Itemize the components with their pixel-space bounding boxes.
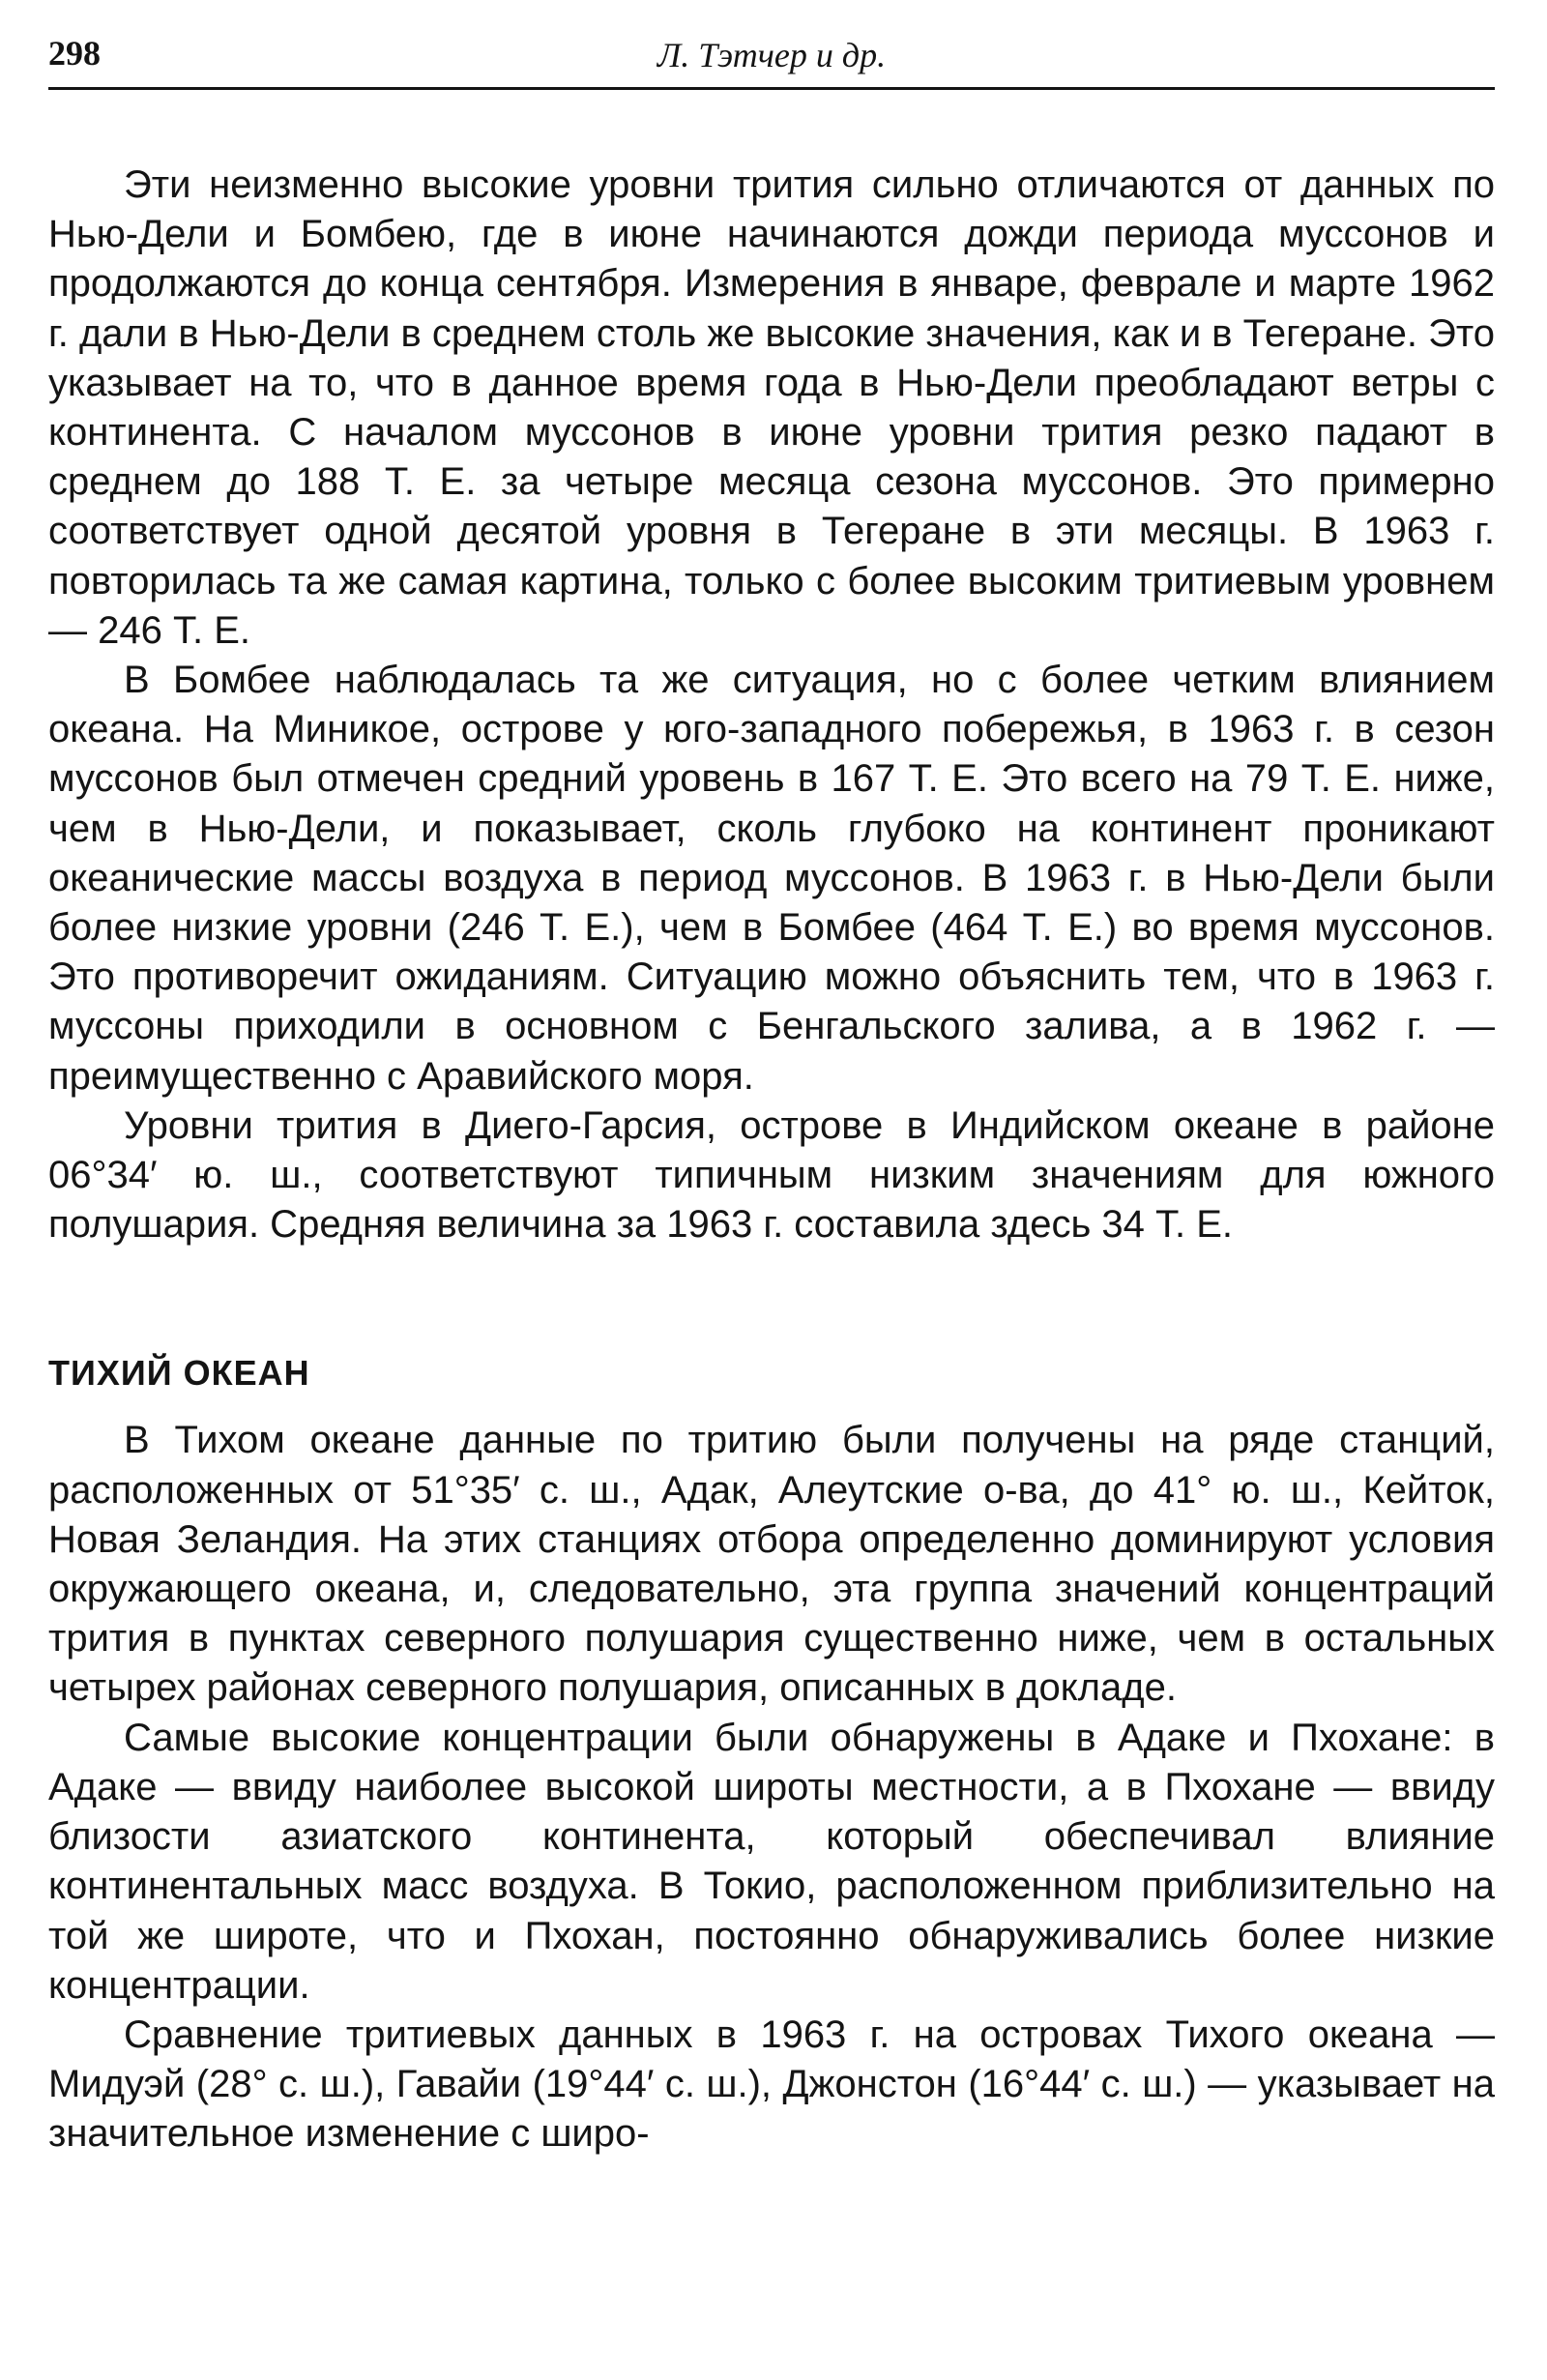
- paragraph-pacific-islands: Сравнение тритиевых данных в 1963 г. на островах Тихого океана — Мидуэй (28° с. ш.), Гавайи (19°44′ с. ш.), Джонстон (16°44′ с. ш.) — указывает на значительное изменение с широ-: [48, 2013, 1495, 2156]
- paragraph-bombay-minicoy: В Бомбее наблюдалась та же ситуация, но с более четким влиянием океана. На Миникое, острове у юго-западного побережья, в 1963 г. в сезон муссонов был отмечен средний уровень в 167 Т. Е. Это всего на 79 Т. Е. ниже, чем в Нью-Дели, и показывает, сколь глубоко на континент проникают океанические массы воздуха в период муссонов. В 1963 г. в Нью-Дели были более низкие уровни (246 Т. Е.), чем в Бомбее (464 Т. Е.) во время муссонов. Это противоречит ожиданиям. Ситуацию можно объяснить тем, что в 1963 г. муссоны приходили в основном с Бенгальского залива, а в 1962 г. — преимущественно с Аравийского моря.: [48, 659, 1495, 1098]
- paragraph-tritium-new-delhi: Эти неизменно высокие уровни трития сильно отличаются от данных по Нью-Дели и Бомбею, где в июне начинаются дожди периода муссонов и продолжаются до конца сентября. Измерения в январе, феврале и марте 1962 г. дали в Нью-Дели в среднем столь же высокие значения, как и в Тегеране. Это указывает на то, что в данное время года в Нью-Дели преобладают ветры с континента. С началом муссонов в июне уровни трития резко падают в среднем до 188 Т. Е. за четыре месяца сезона муссонов. Это примерно соответствует одной десятой уровня в Тегеране в эти месяцы. В 1963 г. повторилась та же самая картина, только с более высоким тритиевым уровнем — 246 Т. Е.: [48, 163, 1495, 652]
- section-heading-pacific: ТИХИЙ ОКЕАН: [48, 1353, 310, 1394]
- paragraph-pacific-stations: В Тихом океане данные по тритию были получены на ряде станций, расположенных от 51°35′ с. ш., Адак, Алеутские о-ва, до 41° ю. ш., Кейток, Новая Зеландия. На этих станциях отбора определенно доминируют условия окружающего океана, и, следовательно, эта группа значений концентраций трития в пунктах северного полушария существенно ниже, чем в остальных четырех районах северного полушария, описанных в докладе.: [48, 1419, 1495, 1710]
- body-text: [48, 161, 1495, 2160]
- paragraph-adak-pohang: Самые высокие концентрации были обнаружены в Адаке и Пхохане: в Адаке — ввиду наиболее высокой широты местности, а в Пхохане — ввиду близости азиатского континента, который обеспечивал влияние континентальных масс воздуха. В Токио, расположенном приблизительно на той же широте, что и Пхохан, постоянно обнаруживались более низкие концентрации.: [48, 1716, 1495, 2007]
- header-rule: [48, 87, 1495, 90]
- paragraph-diego-garcia: Уровни трития в Диего-Гарсия, острове в Индийском океане в районе 06°34′ ю. ш., соответствуют типичным низким значениям для южного полушария. Средняя величина за 1963 г. составила здесь 34 Т. Е.: [48, 1103, 1495, 1247]
- book-page: [48, 27, 1495, 2160]
- page-number: 298: [48, 34, 101, 73]
- page-header: [48, 27, 1495, 83]
- running-title: Л. Тэтчер и др.: [657, 36, 887, 74]
